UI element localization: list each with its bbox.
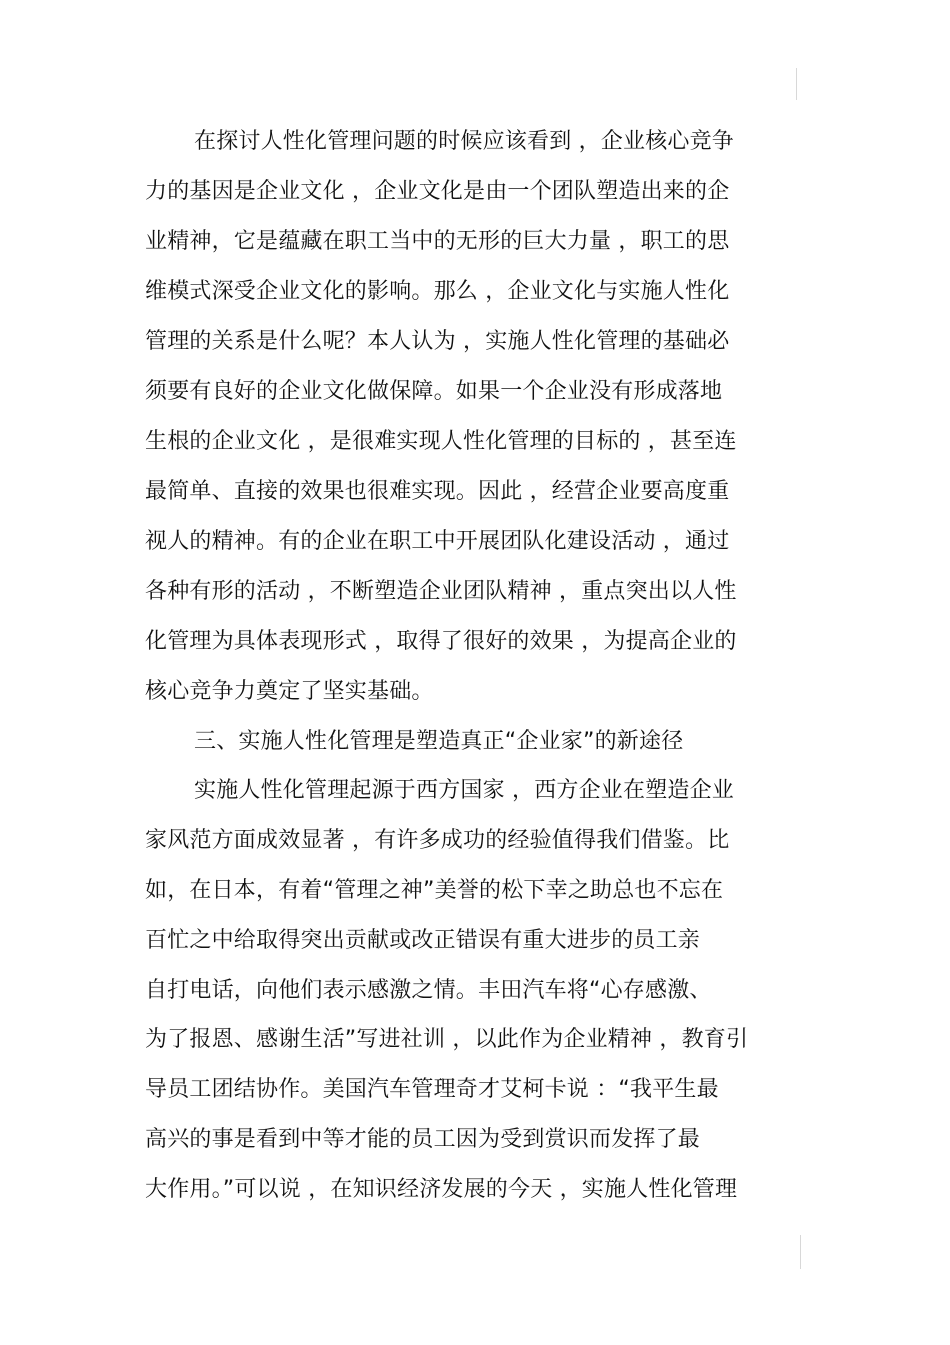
section-heading: 三、实施人性化管理是塑造真正“企业家”的新途径 <box>194 729 684 754</box>
paragraph-line: 须要有良好的企业文化做保障。如果一个企业没有形成落地 <box>145 379 723 404</box>
paragraph-line: 百忙之中给取得突出贡献或改正错误有重大进步的员工亲 <box>145 928 701 953</box>
paragraph-line: 化管理为具体表现形式 ，取得了很好的效果 ，为提高企业的 <box>145 629 737 654</box>
paragraph-line: 业精神，它是蕴藏在职工当中的无形的巨大力量 ，职工的思 <box>145 229 730 254</box>
paragraph-line: 导员工团结协作。美国汽车管理奇才艾柯卡说 ：“我平生最 <box>145 1077 719 1102</box>
paragraph-line: 管理的关系是什么呢？本人认为 ，实施人性化管理的基础必 <box>145 329 730 354</box>
paragraph-line: 大作用。”可以说 ，在知识经济发展的今天 ，实施人性化管理 <box>145 1177 738 1202</box>
paragraph-line: 生根的企业文化 ，是很难实现人性化管理的目标的 ，甚至连 <box>145 429 737 454</box>
paragraph-line: 实施人性化管理起源于西方国家 ，西方企业在塑造企业 <box>194 778 734 803</box>
paragraph-line: 各种有形的活动 ，不断塑造企业团队精神 ，重点突出以人性 <box>145 579 737 604</box>
paragraph-line: 核心竞争力奠定了坚实基础。 <box>145 679 434 704</box>
paragraph-line: 自打电话，向他们表示感激之情。丰田汽车将“心存感激、 <box>145 978 712 1003</box>
paragraph-line: 为了报恩、感谢生活”写进社训 ，以此作为企业精神 ，教育引 <box>145 1027 749 1052</box>
paragraph-line: 如，在日本，有着“管理之神”美誉的松下幸之助总也不忘在 <box>145 878 724 903</box>
paragraph-line: 维模式深受企业文化的影响。那么 ，企业文化与实施人性化 <box>145 279 730 304</box>
page-edge-mark-bottom <box>800 1235 801 1269</box>
paragraph-line: 高兴的事是看到中等才能的员工因为受到赏识而发挥了最 <box>145 1127 701 1152</box>
paragraph-line: 力的基因是企业文化 ，企业文化是由一个团队塑造出来的企 <box>145 179 730 204</box>
paragraph-line: 最简单、直接的效果也很难实现。因此 ，经营企业要高度重 <box>145 479 730 504</box>
paragraph-line: 家风范方面成效显著 ，有许多成功的经验值得我们借鉴。比 <box>145 828 730 853</box>
paragraph-line: 在探讨人性化管理问题的时候应该看到 ，企业核心竞争 <box>194 129 734 154</box>
page-edge-mark-top <box>796 68 797 100</box>
paragraph-line: 视人的精神。有的企业在职工中开展团队化建设活动 ，通过 <box>145 529 730 554</box>
